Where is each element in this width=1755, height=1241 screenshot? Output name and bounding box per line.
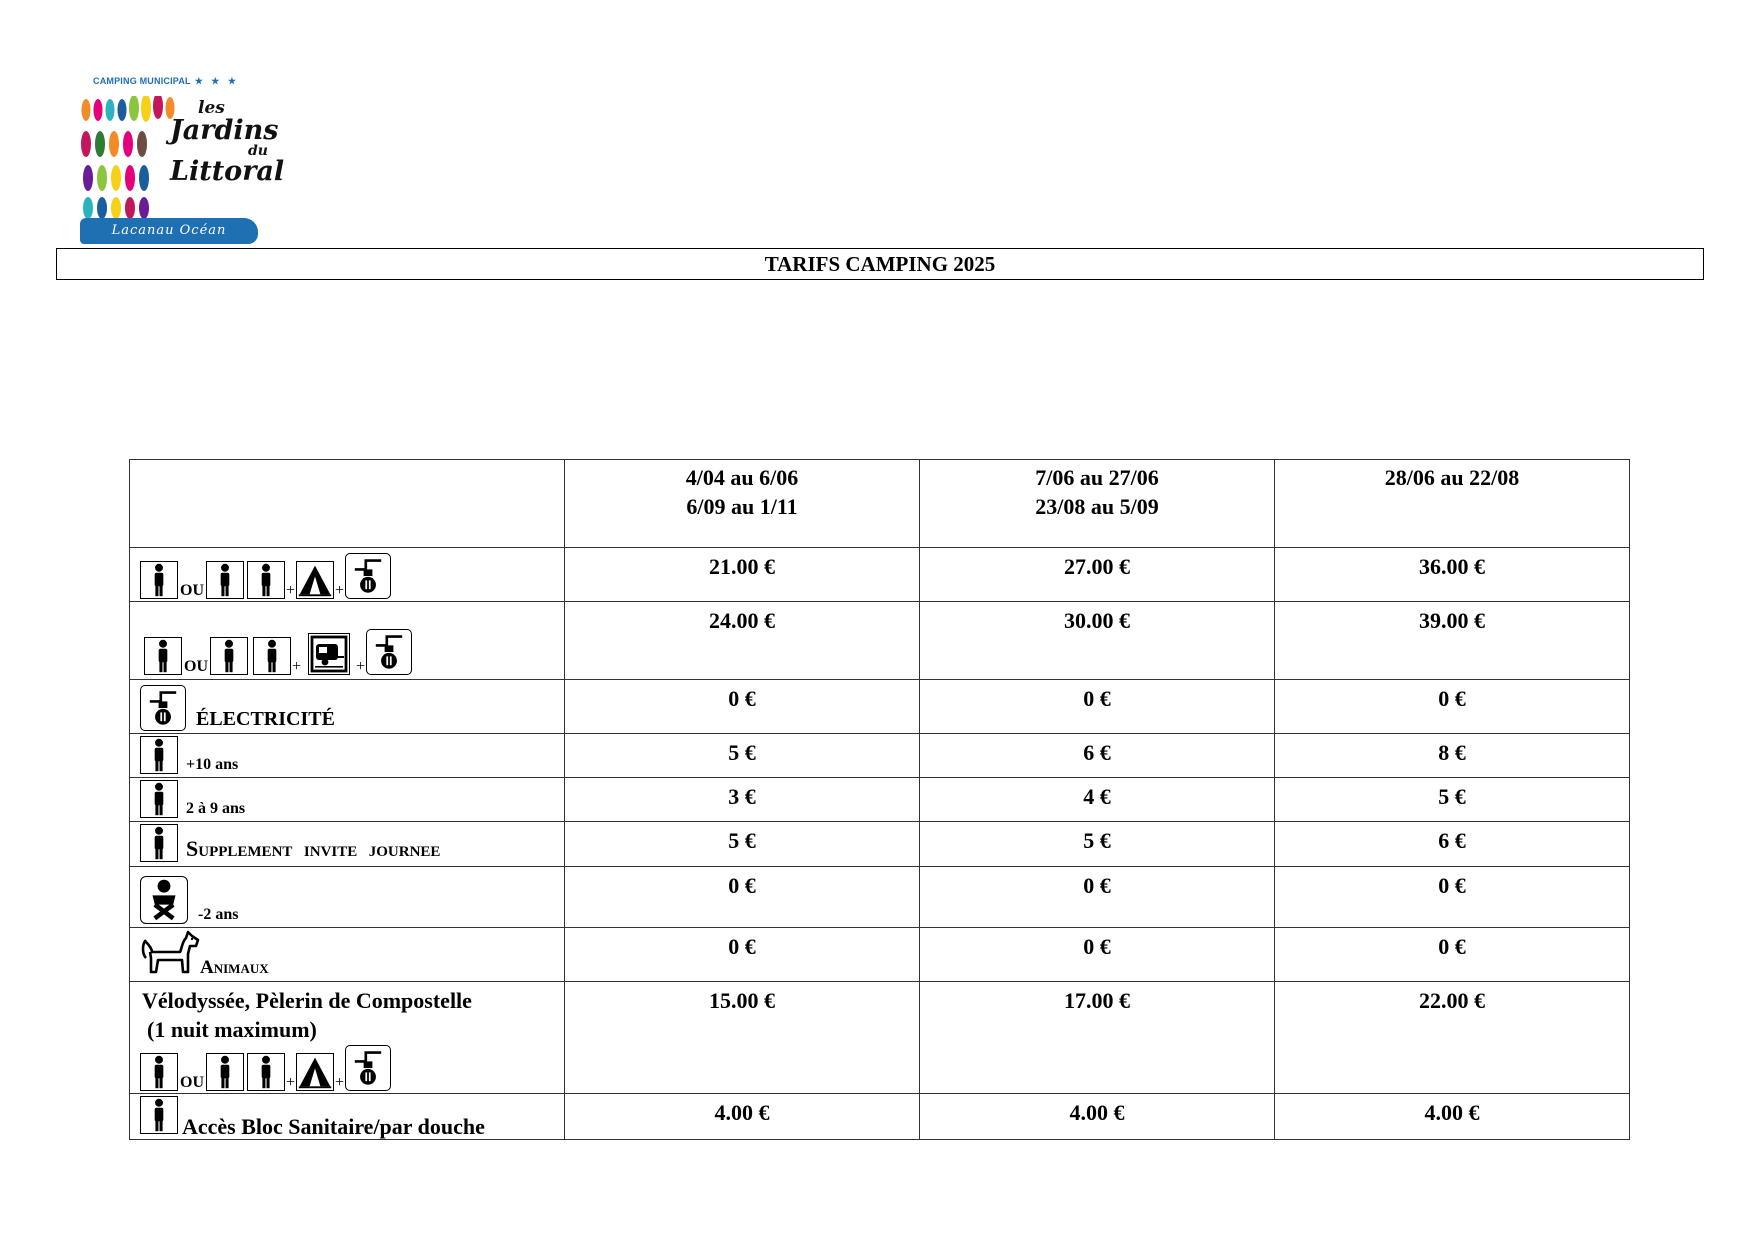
price-mid: 6 € <box>920 734 1275 778</box>
dog-icon <box>140 928 200 979</box>
logo-stars: ★ ★ ★ <box>194 76 239 86</box>
price-low: 4.00 € <box>565 1094 920 1140</box>
plus-sign: + <box>286 1074 296 1091</box>
tarifs-table <box>129 459 1630 1140</box>
animals-label: Animaux <box>200 957 269 978</box>
max-one-night-label: (1 nuit maximum) <box>147 1017 317 1042</box>
header-period-high <box>1275 460 1630 548</box>
price-low: 0 € <box>565 928 920 982</box>
person-icon <box>247 1053 285 1091</box>
table-row <box>130 602 1630 680</box>
plus-sign: + <box>356 658 366 675</box>
price-mid: 0 € <box>920 928 1275 982</box>
header-period-mid <box>920 460 1275 548</box>
price-high: 22.00 € <box>1275 982 1630 1094</box>
logo-line-littoral: Littoral <box>170 156 285 187</box>
price-high: 36.00 € <box>1275 548 1630 602</box>
person-icon <box>210 637 248 675</box>
tent-icon <box>296 1053 334 1091</box>
price-low: 5 € <box>565 734 920 778</box>
price-low: 21.00 € <box>565 548 920 602</box>
row-under-2-desc <box>130 867 565 928</box>
logo-line-jardins: Jardins <box>170 115 279 146</box>
price-high: 0 € <box>1275 928 1630 982</box>
row-tent-pitch-desc <box>130 548 565 602</box>
sanitary-access-label: Accès Bloc Sanitaire/par douche <box>182 1114 485 1139</box>
electric-plug-icon <box>345 1045 391 1091</box>
price-mid: 30.00 € <box>920 602 1275 680</box>
2-to-9-label: 2 à 9 ans <box>186 800 246 817</box>
electric-plug-icon <box>366 629 412 675</box>
person-icon <box>247 561 285 599</box>
header-period-mid-line1: 7/06 au 27/06 <box>1035 465 1159 490</box>
row-guest-supplement-desc <box>130 822 565 867</box>
logo-camping-municipal: CAMPING MUNICIPAL <box>93 76 191 86</box>
table-row <box>130 822 1630 867</box>
person-icon <box>140 736 178 774</box>
plus-sign: + <box>292 658 302 675</box>
electric-plug-icon <box>140 685 186 731</box>
over-10-label: +10 ans <box>186 756 239 773</box>
price-high: 0 € <box>1275 680 1630 734</box>
electricity-label: ÉLECTRICITÉ <box>196 708 335 730</box>
table-row <box>130 680 1630 734</box>
table-row <box>130 928 1630 982</box>
person-icon <box>140 824 178 862</box>
guest-supplement-label: Supplement invite journee <box>186 836 441 861</box>
person-icon <box>140 561 178 599</box>
price-mid: 4 € <box>920 778 1275 822</box>
logo-top-text <box>93 76 239 87</box>
price-low: 5 € <box>565 822 920 867</box>
price-mid: 0 € <box>920 867 1275 928</box>
table-header-row <box>130 460 1630 548</box>
person-icon <box>206 1053 244 1091</box>
price-high: 0 € <box>1275 867 1630 928</box>
tent-icon <box>296 561 334 599</box>
row-animals-desc <box>130 928 565 982</box>
price-high: 4.00 € <box>1275 1094 1630 1140</box>
price-mid: 5 € <box>920 822 1275 867</box>
row-electricity-desc <box>130 680 565 734</box>
price-mid: 17.00 € <box>920 982 1275 1094</box>
table-row <box>130 867 1630 928</box>
table-row <box>130 548 1630 602</box>
header-period-mid-line2: 23/08 au 5/09 <box>1035 494 1159 519</box>
person-icon <box>140 1053 178 1091</box>
table-row <box>130 982 1630 1094</box>
price-high: 6 € <box>1275 822 1630 867</box>
header-period-low-line2: 6/09 au 1/11 <box>686 494 798 519</box>
person-icon <box>140 1096 178 1134</box>
table-row <box>130 1094 1630 1140</box>
person-icon <box>206 561 244 599</box>
price-high: 8 € <box>1275 734 1630 778</box>
logo-line-les: les <box>198 98 225 118</box>
row-over-10-desc <box>130 734 565 778</box>
price-low: 3 € <box>565 778 920 822</box>
price-low: 24.00 € <box>565 602 920 680</box>
person-icon <box>144 637 182 675</box>
velodyssee-label: Vélodyssée, Pèlerin de Compostelle <box>142 988 472 1013</box>
header-empty-cell <box>130 460 565 548</box>
or-label: OU <box>180 582 204 599</box>
row-2-to-9-desc <box>130 778 565 822</box>
caravan-icon <box>308 633 350 675</box>
price-low: 0 € <box>565 680 920 734</box>
baby-icon <box>140 876 188 924</box>
electric-plug-icon <box>345 553 391 599</box>
person-icon <box>140 780 178 818</box>
logo-banner: Lacanau Océan <box>80 218 258 244</box>
row-sanitary-access-desc <box>130 1094 565 1140</box>
header-period-high-line1: 28/06 au 22/08 <box>1384 465 1520 490</box>
camping-logo <box>78 70 285 250</box>
or-label: OU <box>184 658 208 675</box>
table-row <box>130 734 1630 778</box>
or-label: OU <box>180 1074 204 1091</box>
header-period-low-line1: 4/04 au 6/06 <box>685 465 799 490</box>
plus-sign: + <box>335 1074 345 1091</box>
price-low: 15.00 € <box>565 982 920 1094</box>
under-2-label: -2 ans <box>198 906 239 923</box>
row-velodyssee-desc <box>130 982 565 1094</box>
logo-script <box>170 98 285 187</box>
plus-sign: + <box>286 582 296 599</box>
plus-sign: + <box>335 582 345 599</box>
header-period-low <box>565 460 920 548</box>
price-mid: 0 € <box>920 680 1275 734</box>
price-mid: 4.00 € <box>920 1094 1275 1140</box>
row-caravan-pitch-desc <box>130 602 565 680</box>
person-icon <box>253 637 291 675</box>
logo-line-du: du <box>248 143 268 159</box>
price-high: 5 € <box>1275 778 1630 822</box>
price-high: 39.00 € <box>1275 602 1630 680</box>
table-row <box>130 778 1630 822</box>
page-title: TARIFS CAMPING 2025 <box>56 248 1704 280</box>
price-mid: 27.00 € <box>920 548 1275 602</box>
price-low: 0 € <box>565 867 920 928</box>
